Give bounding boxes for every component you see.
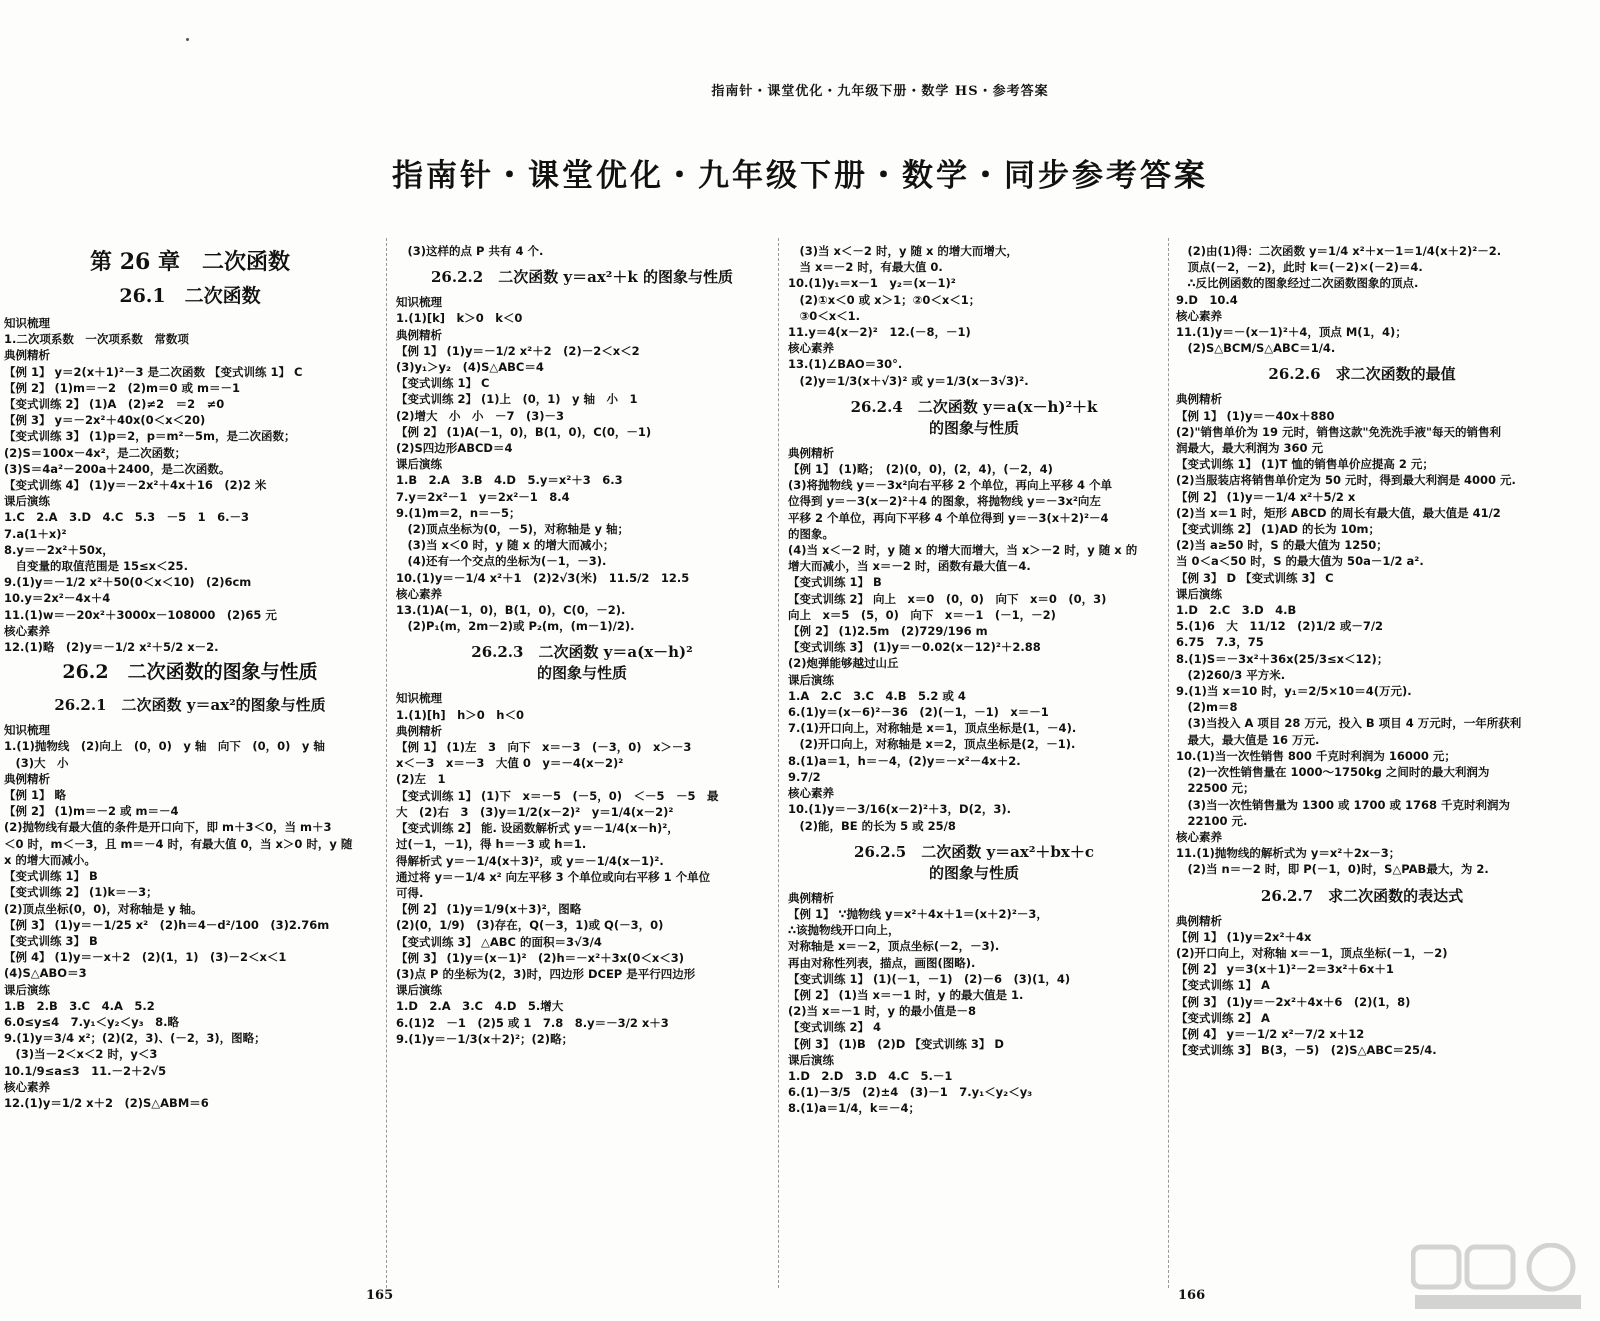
answer-line: (2)当 a≥50 时，S 的最大值为 1250； <box>1176 538 1388 553</box>
answer-line: (2)由(1)得：二次函数 y＝1/4 x²＋x－1＝1/4(x＋2)²－2. <box>1176 244 1502 258</box>
answer-line: 【例 2】 (1)y＝1/9(x＋3)²，图略 <box>396 902 582 917</box>
answer-line: 【例 1】 (1)左 3 向下 x＝－3 (－3，0) x＞－3 <box>396 740 692 755</box>
answer-line: 【变式训练 2】 A <box>1176 1010 1270 1025</box>
answer-line: (2)顶点坐标(0，0)，对称轴是 y 轴。 <box>4 901 203 916</box>
answer-line: 【例 3】 D 【变式训练 3】 C <box>1176 570 1334 585</box>
answer-line: 6.(1)2 －1 (2)5 或 1 7.8 8.y＝－3/2 x＋3 <box>396 1015 669 1030</box>
column-divider <box>778 238 779 1288</box>
answer-line: 典例精析 <box>4 771 50 786</box>
answer-line: 典例精析 <box>788 890 834 905</box>
answer-line: (2)一次性销售量在 1000～1750kg 之间时的最大利润为 <box>1176 765 1490 780</box>
subsection-heading: 26.2.6 求二次函数的最值 <box>1268 365 1456 384</box>
answer-line: 9.(1)m＝2，n＝－5； <box>396 505 521 520</box>
answer-line: (2)开口向上，对称轴 x＝－1，顶点坐标(－1，－2) <box>1176 945 1448 960</box>
answer-line: 9.(1)当 x＝10 时，y₁＝2/5×10＝4(万元). <box>1176 684 1412 699</box>
answer-line: 向上 x＝5 (5，0) 向下 x＝－1 (－1，－2) <box>788 607 1056 622</box>
answer-line: 课后演练 <box>788 672 834 687</box>
answer-line: (4)S△ABO＝3 <box>4 966 87 981</box>
answer-line: 通过将 y＝－1/4 x² 向左平移 3 个单位或向右平移 1 个单位 <box>396 869 711 884</box>
subsection-heading: 26.2.5 二次函数 y＝ax²＋bx＋c <box>854 842 1094 861</box>
answer-line: 位得到 y＝－3(x－2)²＋4 的图象，将抛物线 y＝－3x²向左 <box>788 494 1101 509</box>
answer-line: (3)当－2＜x＜2 时，y＜3 <box>4 1047 158 1062</box>
answer-line: 典例精析 <box>396 327 442 342</box>
answer-line: (2)260/3 平方米. <box>1176 667 1286 682</box>
answer-line: 【变式训练 2】 4 <box>788 1020 882 1035</box>
answer-line: 5.(1)6 大 11/12 (2)1/2 或－7/2 <box>1176 619 1384 634</box>
answer-line: (2)"销售单价为 19 元时，销售这款"免洗洗手液"每天的销售利 <box>1176 424 1501 439</box>
answer-line: 7.(1)开口向上，对称轴是 x＝1，顶点坐标是(1，－4). <box>788 721 1077 736</box>
answer-line: (2)(0，1/9) (3)存在，Q(－3，1)或 Q(－3，0) <box>396 918 664 933</box>
answer-line: 【变式训练 3】 (1)p＝2，p＝m²－5m，是二次函数； <box>4 429 296 444</box>
answer-line: 【例 1】 略 <box>4 788 67 803</box>
answer-line: 22500 元； <box>1176 781 1255 796</box>
answer-line: 再由对称性列表，描点，画图(图略). <box>788 955 976 970</box>
answer-line: 【例 3】 (1)B (2)D 【变式训练 3】 D <box>788 1036 1004 1051</box>
column-3 <box>788 243 1160 1117</box>
answer-line: (2)能，BE 的长为 5 或 25/8 <box>788 818 956 833</box>
answer-line: 8.y＝－2x²＋50x， <box>4 542 114 557</box>
subsection-heading: 26.2.1 二次函数 y＝ax²的图象与性质 <box>54 696 326 715</box>
answer-line: 【例 3】 (1)y＝(x－1)² (2)h＝－x²＋3x(0＜x＜3) <box>396 950 684 965</box>
answer-line: 课后演练 <box>1176 586 1222 601</box>
answer-line: 核心素养 <box>4 1079 50 1094</box>
page-number-right: 166 <box>1178 1288 1206 1303</box>
answer-line: 课后演练 <box>396 983 442 998</box>
answer-line: 当 0＜a＜50 时，S 的最大值为 50a－1/2 a². <box>1176 554 1424 569</box>
answer-line: 【变式训练 1】 (1)下 x＝－5 (－5，0) ＜－5 －5 最 <box>396 788 719 803</box>
answer-line: 当 x＝－2 时，有最大值 0. <box>788 260 943 275</box>
answer-line: (2)y＝1/3(x＋√3)² 或 y＝1/3(x－3√3)². <box>788 373 1029 388</box>
answer-line: 【变式训练 1】 B <box>788 575 882 590</box>
answer-line: (2)开口向上，对称轴是 x＝2，顶点坐标是(2，－1). <box>788 737 1076 752</box>
answer-line: 典例精析 <box>4 348 50 363</box>
column-4 <box>1176 243 1548 1058</box>
answer-line: 22100 元. <box>1176 813 1248 828</box>
answer-line: 11.(1)y＝－(x－1)²＋4，顶点 M(1，4)； <box>1176 325 1407 340</box>
section-heading: 26.1 二次函数 <box>119 285 261 307</box>
answer-line: (2)S四边形ABCD＝4 <box>396 441 513 456</box>
answer-line: 大 (2)右 3 (3)y＝1/2(x－2)² y＝1/4(x－2)² <box>396 804 674 819</box>
chapter-heading: 第 26 章 二次函数 <box>90 249 290 275</box>
column-divider <box>386 238 387 1288</box>
answer-line: 8.(1)S＝－3x²＋36x(25/3≤x＜12)； <box>1176 651 1389 666</box>
answer-line: 【例 2】 (1)A(－1，0)，B(1，0)，C(0，－1) <box>396 424 652 439</box>
subsection-heading: 的图象与性质 <box>928 863 1019 882</box>
answer-line: (4)还有一个交点的坐标为(－1，－3). <box>396 554 607 569</box>
answer-line: 可得. <box>396 885 424 900</box>
answer-line: 【变式训练 1】 C <box>396 376 490 391</box>
answer-line: 【变式训练 1】 A <box>1176 978 1270 993</box>
page-title: 指南针・课堂优化・九年级下册・数学・同步参考答案 <box>392 158 1208 194</box>
answer-line: (2)当 n＝－2 时，即 P(－1，0)时，S△PAB最大，为 2. <box>1176 862 1489 877</box>
answer-line: (3)当 x＜－2 时，y 随 x 的增大而增大， <box>788 244 1018 258</box>
subsection-heading: 的图象与性质 <box>536 664 627 683</box>
answer-line: 【例 1】 (1)y＝－1/2 x²＋2 (2)－2＜x＜2 <box>396 343 640 358</box>
answer-line: (3)y₁＞y₂ (4)S△ABC＝4 <box>396 360 544 375</box>
answer-line: 核心素养 <box>4 623 50 638</box>
answer-line: 【例 3】 y＝－2x²＋40x(0＜x＜20) <box>4 413 206 428</box>
answer-line: 知识梳理 <box>396 691 442 706</box>
answer-line: (2)左 1 <box>396 772 446 787</box>
answer-line: 核心素养 <box>1176 829 1222 844</box>
answer-line: 1.D 2.D 3.D 4.C 5.－1 <box>788 1068 953 1083</box>
answer-line: (2)①x＜0 或 x＞1；②0＜x＜1； <box>788 292 981 307</box>
answer-line: 【变式训练 2】 (1)AD 的长为 10m； <box>1176 522 1380 537</box>
answer-line: 【变式训练 3】 △ABC 的面积＝3√3/4 <box>396 934 602 949</box>
answer-line: 核心素养 <box>1176 308 1222 323</box>
answer-line: 10.(1)y＝－1/4 x²＋1 (2)2√3(米) 11.5/2 12.5 <box>396 570 690 585</box>
answer-line: 【例 2】 (1)y＝－1/4 x²＋5/2 x <box>1176 489 1356 504</box>
answer-line: 润最大，最大利润为 360 元 <box>1176 441 1324 456</box>
answer-line: (3)将抛物线 y＝－3x²向右平移 2 个单位，再向上平移 4 个单 <box>788 478 1112 493</box>
answer-line: 10.y＝2x²－4x＋4 <box>4 591 111 606</box>
answer-line: 知识梳理 <box>4 723 50 738</box>
answer-line: 10.(1)y₁＝x－1 y₂＝(x－1)² <box>788 276 956 291</box>
answer-line: 增大而减小，当 x＝－2 时，函数有最大值－4. <box>788 559 1031 574</box>
subsection-heading: 的图象与性质 <box>928 418 1019 437</box>
answer-line: 9.7/2 <box>788 769 821 784</box>
answer-line: 对称轴是 x＝－2，顶点坐标(－2，－3). <box>788 939 1000 954</box>
column-1 <box>4 243 376 1111</box>
answer-line: 【变式训练 3】 (1)y＝－0.02(x－12)²＋2.88 <box>788 640 1041 655</box>
answer-line: (3)点 P 的坐标为(2，3)时，四边形 DCEP 是平行四边形 <box>396 966 696 981</box>
answer-line: (2)增大 小 小 －7 (3)－3 <box>396 408 565 423</box>
answer-line: 典例精析 <box>1176 392 1222 407</box>
answer-line: x 的增大而减小。 <box>4 852 96 867</box>
answer-line: 【例 1】 (1)y＝2x²＋4x <box>1176 929 1312 944</box>
answer-line: (3)这样的点 P 共有 4 个. <box>396 244 544 258</box>
column-divider <box>1168 238 1169 1288</box>
answer-line: 【变式训练 1】 (1)(－1，－1) (2)－6 (3)(1，4) <box>788 971 1071 986</box>
subsection-heading: 26.2.2 二次函数 y＝ax²＋k 的图象与性质 <box>431 268 733 287</box>
answer-line: ∴该抛物线开口向上， <box>788 923 900 938</box>
answer-line: 自变量的取值范围是 15≤x＜25. <box>4 559 188 574</box>
answer-line: 11.y＝4(x－2)² 12.(－8，－1) <box>788 325 971 340</box>
answer-line: 12.(1)y＝1/2 x＋2 (2)S△ABM＝6 <box>4 1095 209 1110</box>
answer-line: 9.(1)y＝－1/3(x＋2)²；(2)略； <box>396 1031 574 1046</box>
answer-line: (3)当一次性销售量为 1300 或 1700 或 1768 千克时利润为 <box>1176 797 1511 812</box>
subsection-heading: 26.2.3 二次函数 y＝a(x－h)² <box>471 643 693 662</box>
answer-line: 6.(1)－3/5 (2)±4 (3)－1 7.y₁＜y₂＜y₃ <box>788 1085 1033 1100</box>
answer-line: 【例 1】 (1)略； (2)(0，0)，(2，4)，(－2，4) <box>788 462 1053 477</box>
answer-line: 【例 4】 (1)y＝－x＋2 (2)(1，1) (3)－2＜x＜1 <box>4 950 287 965</box>
section-heading: 26.2 二次函数的图象与性质 <box>62 661 318 684</box>
answer-line: (2)当 x＝－1 时，y 的最小值是－8 <box>788 1004 976 1019</box>
answer-line: (2)抛物线有最大值的条件是开口向下，即 m＋3＜0，当 m＋3 <box>4 820 332 835</box>
answer-line: 知识梳理 <box>396 295 442 310</box>
answer-line: 【例 2】 (1)当 x＝－1 时，y 的最大值是 1. <box>788 987 1024 1002</box>
answer-line: (2)顶点坐标为(0，－5)，对称轴是 y 轴； <box>396 522 630 537</box>
answer-line: 1.(1)[h] h＞0 h＜0 <box>396 707 524 722</box>
answer-line: 核心素养 <box>788 786 834 801</box>
answer-line: 10.(1)当一次性销售 800 千克时利润为 16000 元； <box>1176 748 1456 763</box>
answer-line: (2)当 x＝1 时，矩形 ABCD 的周长有最大值，最大值是 41/2 <box>1176 505 1501 520</box>
subsection-heading: 26.2.4 二次函数 y＝a(x－h)²＋k <box>850 397 1098 416</box>
answer-line: 6.0≤y≤4 7.y₁＜y₂＜y₃ 8.略 <box>4 1014 179 1029</box>
answer-line: 1.D 2.C 3.D 4.B <box>1176 603 1297 618</box>
answer-line: 最大，最大值是 16 万元. <box>1176 732 1320 747</box>
answer-line: 【例 2】 (1)2.5m (2)729/196 m <box>788 624 988 639</box>
answer-line: 核心素养 <box>396 586 442 601</box>
answer-line: 8.(1)a＝1/4，k＝－4； <box>788 1101 920 1116</box>
answer-line: 课后演练 <box>4 982 50 997</box>
answer-line: 12.(1)略 (2)y＝－1/2 x²＋5/2 x－2. <box>4 640 219 655</box>
answer-line: 典例精析 <box>396 723 442 738</box>
answer-line: 典例精析 <box>788 445 834 460</box>
answer-line: 13.(1)∠BAO＝30°. <box>788 357 903 372</box>
answer-line: 【变式训练 2】 (1)上 (0，1) y 轴 小 1 <box>396 392 638 407</box>
answer-line: 【变式训练 3】 B <box>4 933 98 948</box>
answer-line: (3)S＝4a²－200a＋2400，是二次函数。 <box>4 461 231 476</box>
subsection-heading: 26.2.7 求二次函数的表达式 <box>1260 886 1464 905</box>
answer-line: (3)当投入 A 项目 28 万元，投入 B 项目 4 万元时，一年所获利 <box>1176 716 1522 731</box>
answer-line: 9.(1)y＝3/4 x²；(2)(2，3)、(－2，3)，图略； <box>4 1031 266 1046</box>
answer-line: 【变式训练 2】 (1)A (2)≠2 ＝2 ≠0 <box>4 397 225 412</box>
answer-line: 1.二次项系数 一次项系数 常数项 <box>4 332 189 347</box>
answer-line: 【变式训练 2】 向上 x＝0 (0，0) 向下 x＝0 (0，3) <box>788 591 1107 606</box>
answer-line: 【变式训练 1】 B <box>4 869 98 884</box>
answer-line: 8.(1)a＝1，h＝－4，(2)y＝－x²－4x＋2. <box>788 753 1021 768</box>
answer-line: ＜0 时，m＜－3，且 m＝－4 时，有最大值 0，当 x＞0 时，y 随 <box>4 836 353 851</box>
answer-line: (4)当 x＜－2 时，y 随 x 的增大而增大，当 x＞－2 时，y 随 x 的 <box>788 543 1138 558</box>
running-head: 指南针・课堂优化・九年级下册・数学 HS・参考答案 <box>711 84 1049 99</box>
answer-line: (2)P₁(m，2m－2)或 P₂(m，(m－1)/2). <box>396 619 635 634</box>
answer-line: 平移 2 个单位，再向下平移 4 个单位得到 y＝－3(x＋2)²－4 <box>788 510 1109 525</box>
answer-line: 课后演练 <box>788 1052 834 1067</box>
answer-line: 【例 1】 ∵抛物线 y＝x²＋4x＋1＝(x＋2)²－3， <box>788 906 1048 921</box>
answer-line: 的图象。 <box>788 526 834 541</box>
answer-line: 课后演练 <box>396 457 442 472</box>
answer-line: ∴反比例函数的图象经过二次函数图象的顶点. <box>1176 276 1419 291</box>
answer-line: 【例 4】 y＝－1/2 x²－7/2 x＋12 <box>1176 1026 1365 1041</box>
answer-line: 【变式训练 1】 (1)T 恤的销售单价应提高 2 元； <box>1176 457 1434 472</box>
answer-line: (3)大 小 <box>4 755 69 770</box>
watermark-logo-icon <box>1411 1243 1586 1313</box>
answer-line: 【例 1】 y＝2(x＋1)²－3 是二次函数 【变式训练 1】 C <box>4 364 303 379</box>
answer-line: 【例 3】 (1)y＝－1/25 x² (2)h＝4－d²/100 (3)2.76m <box>4 917 330 932</box>
answer-line: 1.(1)[k] k＞0 k＜0 <box>396 311 523 326</box>
answer-line: 1.B 2.B 3.C 4.A 5.2 <box>4 998 155 1013</box>
answer-line: 1.A 2.C 3.C 4.B 5.2 或 4 <box>788 688 966 703</box>
answer-line: (2)m＝8 <box>1176 700 1238 715</box>
answer-line: 得解析式 y＝－1/4(x＋3)²，或 y＝－1/4(x－1)². <box>396 853 664 868</box>
answer-line: 6.(1)y＝(x－6)²－36 (2)(－1，－1) x＝－1 <box>788 705 1049 720</box>
answer-line: 典例精析 <box>1176 913 1222 928</box>
answer-line: (2)当服装店将销售单价定为 50 元时，得到最大利润是 4000 元. <box>1176 473 1516 488</box>
answer-line: (3)当 x＜0 时，y 随 x 的增大而减小； <box>396 538 615 553</box>
page-number-left: 165 <box>366 1288 394 1303</box>
answer-line: 过(－1，－1)，得 h＝－3 或 h＝1. <box>396 837 587 852</box>
column-2 <box>396 243 768 1047</box>
answer-line: 10.(1)y＝－3/16(x－2)²＋3，D(2，3). <box>788 802 1011 817</box>
answer-line: 11.(1)w＝－20x²＋3000x－108000 (2)65 元 <box>4 607 277 622</box>
answer-line: 【变式训练 3】 B(3，－5) (2)S△ABC＝25/4. <box>1176 1043 1437 1058</box>
answer-line: 1.(1)抛物线 (2)向上 (0，0) y 轴 向下 (0，0) y 轴 <box>4 739 325 754</box>
answer-line: 知识梳理 <box>4 316 50 330</box>
answer-line: 顶点(－2，－2)，此时 k＝(－2)×(－2)＝4. <box>1176 260 1423 275</box>
answer-line: 课后演练 <box>4 494 50 509</box>
answer-line: 1.C 2.A 3.D 4.C 5.3 －5 1 6.－3 <box>4 510 250 525</box>
answer-line: 【变式训练 2】 能. 设函数解析式 y＝－1/4(x－h)²， <box>396 821 679 836</box>
answer-line: 13.(1)A(－1，0)，B(1，0)，C(0，－2). <box>396 603 626 618</box>
answer-line: 6.75 7.3，75 <box>1176 635 1264 650</box>
answer-line: 【例 1】 (1)y＝－40x＋880 <box>1176 408 1335 423</box>
answer-line: 核心素养 <box>788 341 834 356</box>
answer-line: ③0＜x＜1. <box>788 308 861 323</box>
answer-line: x＜－3 x＝－3 大值 0 y＝－4(x－2)² <box>396 756 624 771</box>
answer-line: 10.1/9≤a≤3 11.－2＋2√5 <box>4 1063 167 1078</box>
answer-line: 1.D 2.A 3.C 4.D 5.增大 <box>396 999 564 1014</box>
answer-line: 【例 2】 (1)m＝－2 (2)m＝0 或 m＝－1 <box>4 380 240 395</box>
answer-line: 【变式训练 4】 (1)y＝－2x²＋4x＋16 (2)2 米 <box>4 478 267 493</box>
answer-line: 【例 3】 (1)y＝－2x²＋4x＋6 (2)(1，8) <box>1176 994 1411 1009</box>
answer-line: 【例 2】 (1)m＝－2 或 m＝－4 <box>4 804 179 819</box>
answer-line: 9.(1)y＝－1/2 x²＋50(0＜x＜10) (2)6cm <box>4 575 252 590</box>
answer-line: 7.y＝2x²－1 y＝2x²－1 8.4 <box>396 489 570 504</box>
answer-line: (2)S△BCM/S△ABC＝1/4. <box>1176 341 1336 356</box>
answer-line: 11.(1)抛物线的解析式为 y＝x²＋2x－3； <box>1176 846 1401 861</box>
answer-line: 【变式训练 2】 (1)k＝－3； <box>4 885 158 900</box>
answer-line: 【例 2】 y＝3(x＋1)²－2＝3x²＋6x＋1 <box>1176 962 1394 977</box>
answer-line: 7.a(1＋x)² <box>4 526 67 541</box>
scan-speck <box>186 38 189 41</box>
answer-line: (2)炮弹能够越过山丘 <box>788 656 899 671</box>
answer-line: 1.B 2.A 3.B 4.D 5.y＝x²＋3 6.3 <box>396 473 623 488</box>
answer-line: (2)S＝100x－4x²，是二次函数； <box>4 445 187 460</box>
answer-line: 9.D 10.4 <box>1176 292 1238 307</box>
